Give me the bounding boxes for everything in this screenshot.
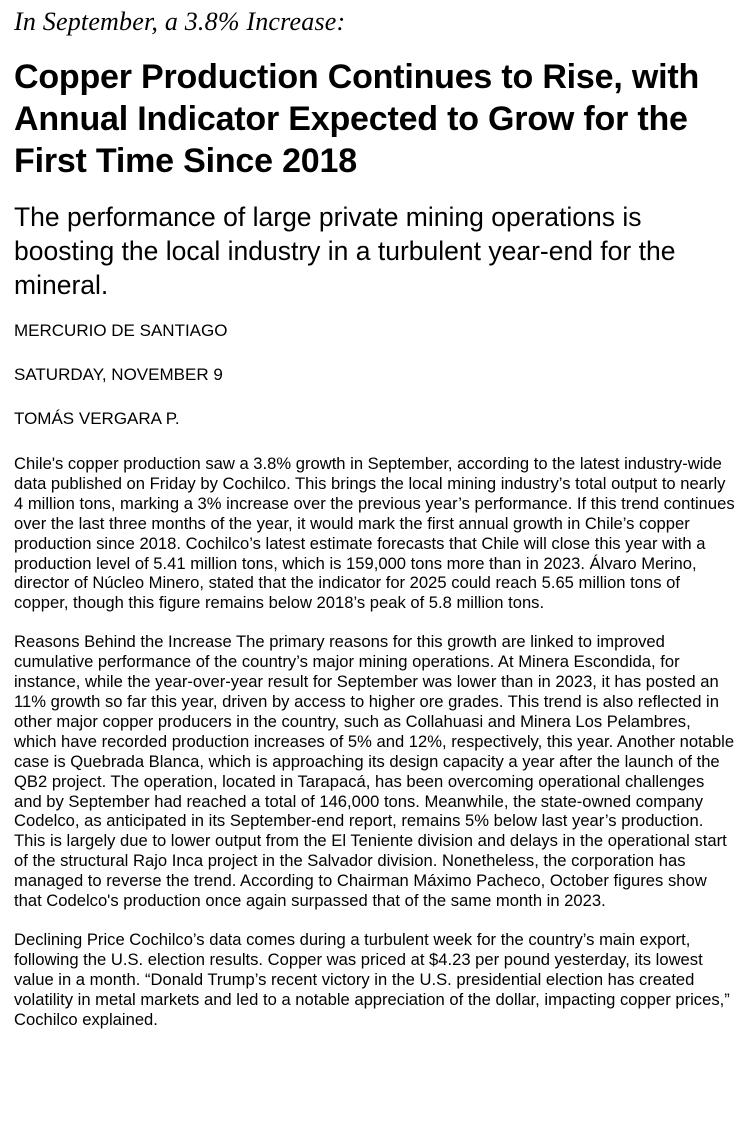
- article-author: TOMÁS VERGARA P.: [14, 409, 180, 428]
- article-paragraph: Declining Price Cochilco’s data comes during a turbulent week for the country’s main export, following the U.S. election results. Copper was priced at $4.23 per pound yesterday, its lowest value in a month. “Donald Trump’s recent victory in the U.S. presidential election has created volatility in metal markets and led to a notable appreciation of the dollar, impacting copper prices,” Cochilco explained.: [14, 929, 730, 1029]
- article-source: MERCURIO DE SANTIAGO: [14, 321, 228, 340]
- article-paragraph: Reasons Behind the Increase The primary reasons for this growth are linked to improved cumulative performance of the country’s major mining operations. At Minera Escondida, for instance, while the year-over-year result for September was lower than in 2023, it has posted an 11% growth so far this year, driven by access to higher ore grades. This trend is also reflected in other major copper producers in the country, such as Collahuasi and Minera Los Pelambres, which have recorded production increases of 5% and 12%, respectively, this year. Another notable case is Quebrada Blanca, which is approaching its design capacity a year after the launch of the QB2 project. The operation, located in Tarapacá, has been overcoming operational challenges and by September had reached a total of 146,000 tons. Meanwhile, the state-owned company Codelco, as anticipated in its September-end report, remains 5% below last year’s production. This is largely due to lower output from the El Teniente division and delays in the operational start of the structural Rajo Inca project in the Salvador division. Nonetheless, the corporation has managed to reverse the trend. According to Chairman Máximo Pacheco, October figures show that Codelco's production once again surpassed that of the same month in 2023.: [14, 632, 735, 911]
- article-subheadline: The performance of large private mining operations is boosting the local industry in a turbulent year-end for the mineral.: [14, 202, 676, 300]
- article-date: SATURDAY, NOVEMBER 9: [14, 365, 223, 384]
- article-kicker: In September, a 3.8% Increase:: [14, 7, 346, 36]
- article-headline: Copper Production Continues to Rise, with Annual Indicator Expected to Grow for the First Time Since 2018: [14, 58, 700, 180]
- article-paragraph: Chile's copper production saw a 3.8% growth in September, according to the latest industry-wide data published on Friday by Cochilco. This brings the local mining industry’s total output to nearly 4 million tons, marking a 3% increase over the previous year’s performance. If this trend continues over the last three months of the year, it would mark the first annual growth in Chile’s copper production since 2018. Cochilco’s latest estimate forecasts that Chile will close this year with a production level of 5.41 million tons, which is 159,000 tons more than in 2023. Álvaro Merino, director of Núcleo Minero, stated that the indicator for 2025 could reach 5.65 million tons of copper, though this figure remains below 2018’s peak of 5.8 million tons.: [14, 454, 735, 613]
